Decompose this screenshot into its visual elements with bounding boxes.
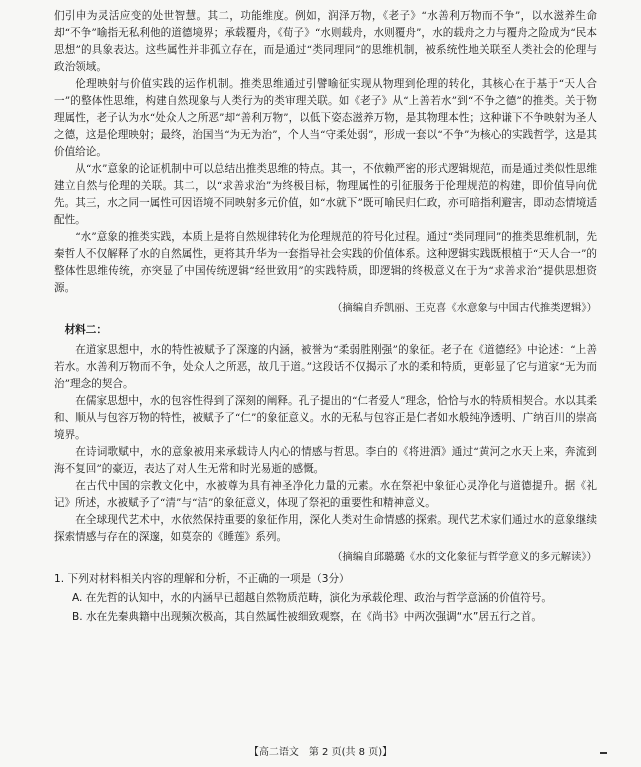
- paragraph-reasoning-features: 从“水”意象的论证机制中可以总结出推类思维的特点。其一，不依赖严密的形式逻辑规范，而是通过类似性思维建立自然与伦理的关联。其二，以“求善求治”为终极目标，物理属性的引征服务于伦理规范的构建，即价值导向优先。其三，水之同一属性可因语境不同映射多元价值，如“水就下”既可喻民归仁政，亦可暗指利避害，即动态情境适配性。: [54, 163, 597, 226]
- option-a: A. 在先哲的认知中，水的内涵早已超越自然物质范畴，演化为承载伦理、政治与哲学意涵的价值符号。: [72, 592, 552, 604]
- material-2-title: 材料二：: [64, 324, 107, 336]
- page-footer: 【高二语文 第 2 页(共 8 页)】: [248, 747, 393, 758]
- paragraph-poetry: 在诗词歌赋中，水的意象被用来承载诗人内心的情感与哲思。李白的《将进酒》通过“黄河之水天上来，奔流到海不复回”的豪迈，表达了对人生无常和时光易逝的感慨。: [54, 446, 597, 475]
- paragraph-modern-art: 在全球现代艺术中，水依然保持重要的象征作用，深化人类对生命情感的探索。现代艺术家们通过水的意象继续探索情感与存在的深邃，如莫奈的《睡莲》系列。: [54, 514, 597, 543]
- paragraph-continued: 们引申为灵活应变的处世智慧。其二，功能维度。例如，润泽万物，《老子》“水善利万物而不争”，以水滋养生命却“不争”喻指无私利他的道德境界；承载覆舟，《荀子》“水则载舟，水则覆舟”，水的载舟之力与覆舟之险成为“民本思想”的具象表达。这些属性并非孤立存在，而是通过“类同理同”的思维机制，被系统性地关联至人类社会的伦理与政治领域。: [54, 10, 597, 73]
- paragraph-confucianism: 在儒家思想中，水的包容性得到了深刻的阐释。孔子提出的“仁者爱人”理念，恰恰与水的特质相契合。水以其柔和、顺从与包容万物的特性，被赋予了“仁”的象征意义。水的无私与包容正是仁者如水般纯净透明、广纳百川的崇高境界。: [54, 395, 597, 441]
- option-b: B. 水在先秦典籍中出现频次极高，其自然属性被细致观察，在《尚书》中两次强调“水”居五行之首。: [72, 611, 542, 623]
- paragraph-ethics-mapping: 伦理映射与价值实践的运作机制。推类思维通过引譬喻征实现从物理到伦理的转化，其核心在于基于“天人合一”的整体性思维，构建自然现象与人类行为的类审理关联。如《老子》从“上善若水”到“不争之德”的推类。关于物理属性，老子认为水“处众人之所恶”却“善利万物”，以低下姿态滋养万物，是其物理本性；这种谦下不争映射为圣人之德，这是伦理映射；最终，治国当“为无为治”，个人当“守柔处弱”，形成一套以“不争”为核心的实践哲学，这是其价值给论。: [54, 78, 597, 158]
- paragraph-summary: “水”意象的推类实践，本质上是将自然规律转化为伦理规范的符号化过程。通过“类同理同”的推类思维机制，先秦哲人不仅解释了水的自然属性，更将其升华为一套指导社会实践的价值体系。这种逻辑实践既根植于“天人合一”的整体性思维传统，亦突显了中国传统逻辑“经世致用”的实践特质，即逻辑的终极意义在于为“求善求治”提供思想资源。: [54, 231, 597, 294]
- paragraph-taoism: 在道家思想中，水的特性被赋予了深邃的内涵，被誉为“柔弱胜刚强”的象征。老子在《道德经》中论述：“上善若水。水善利万物而不争，处众人之所恶，故几于道。”这段话不仅揭示了水的柔和特质，更彰显了它与道家“无为而治”理念的契合。: [54, 344, 597, 390]
- question-1: 1. 下列对材料相关内容的理解和分析，不正确的一项是（3分）: [54, 573, 350, 585]
- page-mark: [600, 752, 607, 754]
- paragraph-religion: 在古代中国的宗教文化中，水被尊为具有神圣净化力量的元素。水在祭祀中象征心灵净化与道德提升。据《礼记》所述，水被赋予了“清”与“洁”的象征意义，体现了祭祀的重要性和精神意义。: [54, 480, 597, 509]
- source-citation-1: （摘编自乔凯丽、王克喜《水意象与中国古代推类逻辑》）: [332, 302, 597, 314]
- source-citation-2: （摘编自邱璐璐《水的文化象征与哲学意义的多元解读》）: [332, 551, 597, 563]
